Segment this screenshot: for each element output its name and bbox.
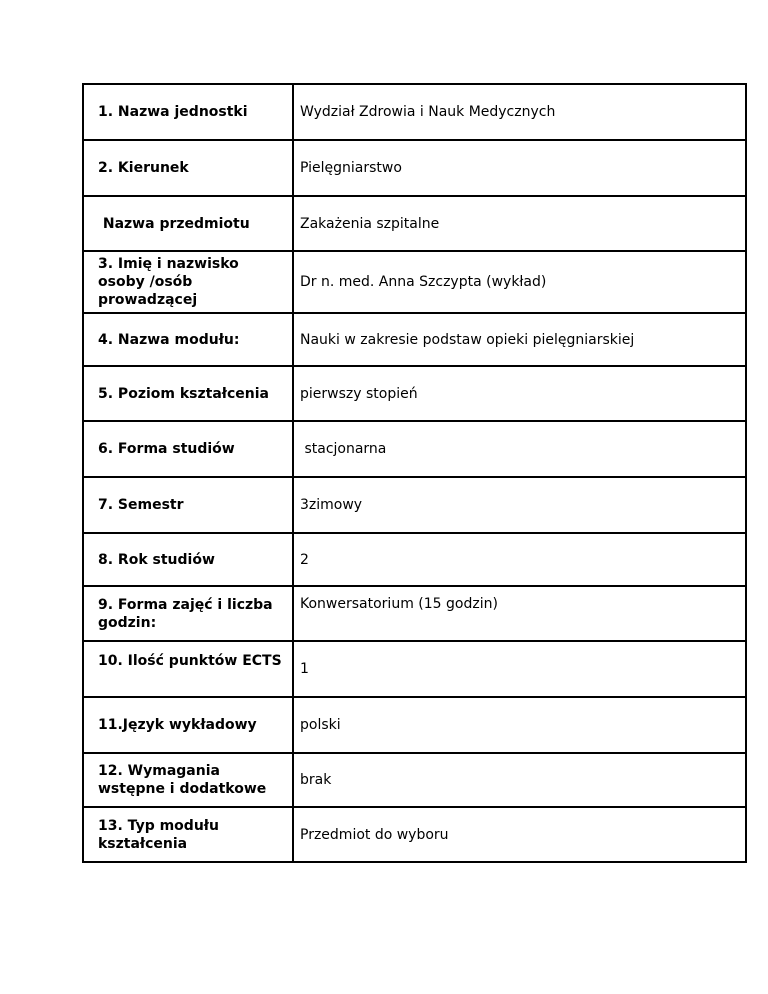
table-row xyxy=(83,586,746,641)
table-row xyxy=(83,84,746,140)
table-row xyxy=(83,753,746,807)
row-label-subject: Nazwa przedmiotu xyxy=(83,196,293,251)
row-label-year: 8. Rok studiów xyxy=(83,533,293,586)
table-row xyxy=(83,477,746,533)
row-value-language: polski xyxy=(293,697,746,753)
row-value-year: 2 xyxy=(293,533,746,586)
table-row xyxy=(83,641,746,697)
row-value-semester: 3zimowy xyxy=(293,477,746,533)
table-row xyxy=(83,140,746,196)
row-label-language: 11.Język wykładowy xyxy=(83,697,293,753)
row-label-unit: 1. Nazwa jednostki xyxy=(83,84,293,140)
row-value-ects: 1 xyxy=(293,641,746,697)
row-value-class-form: Konwersatorium (15 godzin) xyxy=(293,586,746,641)
row-value-study-form: stacjonarna xyxy=(293,421,746,477)
table-row xyxy=(83,313,746,366)
row-label-lecturer: 3. Imię i nazwisko osoby /osób prowadzącej xyxy=(83,251,293,313)
row-label-field: 2. Kierunek xyxy=(83,140,293,196)
row-label-level: 5. Poziom kształcenia xyxy=(83,366,293,421)
row-value-level: pierwszy stopień xyxy=(293,366,746,421)
table-row xyxy=(83,366,746,421)
row-value-subject: Zakażenia szpitalne xyxy=(293,196,746,251)
row-label-requirements: 12. Wymagania wstępne i dodatkowe xyxy=(83,753,293,807)
row-label-module-type: 13. Typ modułu kształcenia xyxy=(83,807,293,862)
row-label-class-form: 9. Forma zajęć i liczba godzin: xyxy=(83,586,293,641)
table-row xyxy=(83,251,746,313)
table-row xyxy=(83,697,746,753)
course-info-table xyxy=(82,83,747,863)
row-value-field: Pielęgniarstwo xyxy=(293,140,746,196)
row-label-study-form: 6. Forma studiów xyxy=(83,421,293,477)
row-value-unit: Wydział Zdrowia i Nauk Medycznych xyxy=(293,84,746,140)
row-value-requirements: brak xyxy=(293,753,746,807)
row-value-module-type: Przedmiot do wyboru xyxy=(293,807,746,862)
table-row xyxy=(83,533,746,586)
table-row xyxy=(83,807,746,862)
table-row xyxy=(83,421,746,477)
row-label-module: 4. Nazwa modułu: xyxy=(83,313,293,366)
row-value-module: Nauki w zakresie podstaw opieki pielęgniarskiej xyxy=(293,313,746,366)
row-label-semester: 7. Semestr xyxy=(83,477,293,533)
row-label-ects: 10. Ilość punktów ECTS xyxy=(83,641,293,697)
table-row xyxy=(83,196,746,251)
row-value-lecturer: Dr n. med. Anna Szczypta (wykład) xyxy=(293,251,746,313)
